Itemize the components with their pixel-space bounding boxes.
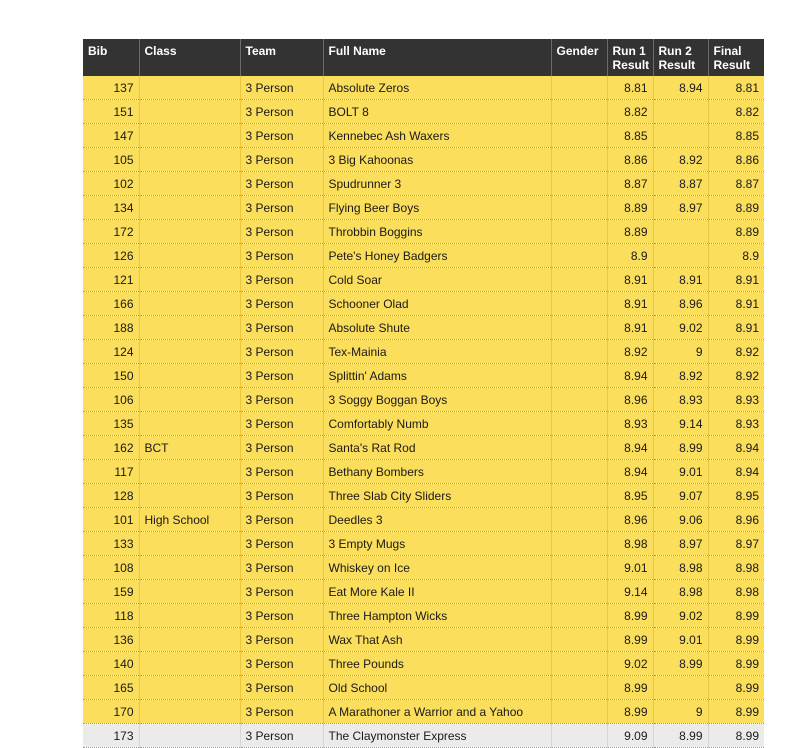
run2-cell: 9.01 [653, 460, 708, 484]
table-row [83, 724, 764, 748]
class-cell [139, 220, 240, 244]
full-name-cell: 3 Big Kahoonas [323, 148, 551, 172]
gender-cell [551, 388, 607, 412]
gender-cell [551, 604, 607, 628]
run1-cell: 8.96 [607, 508, 653, 532]
full-name-cell: Comfortably Numb [323, 412, 551, 436]
team-cell: 3 Person [240, 724, 323, 748]
gender-cell [551, 100, 607, 124]
full-name-cell: Spudrunner 3 [323, 172, 551, 196]
class-cell [139, 124, 240, 148]
final-cell: 8.89 [708, 196, 764, 220]
final-cell: 8.81 [708, 76, 764, 100]
run2-cell: 8.93 [653, 388, 708, 412]
column-header-bib: Bib [83, 39, 139, 76]
run2-cell: 8.91 [653, 268, 708, 292]
bib-cell: 102 [83, 172, 139, 196]
class-cell [139, 484, 240, 508]
bib-cell: 117 [83, 460, 139, 484]
final-cell: 8.94 [708, 436, 764, 460]
run2-cell: 8.98 [653, 580, 708, 604]
run2-cell: 8.98 [653, 556, 708, 580]
bib-cell: 105 [83, 148, 139, 172]
class-cell [139, 340, 240, 364]
team-cell: 3 Person [240, 76, 323, 100]
class-cell [139, 196, 240, 220]
class-cell [139, 412, 240, 436]
class-cell: BCT [139, 436, 240, 460]
column-header-class: Class [139, 39, 240, 76]
run2-cell: 9 [653, 700, 708, 724]
column-header-full-name: Full Name [323, 39, 551, 76]
team-cell: 3 Person [240, 628, 323, 652]
gender-cell [551, 292, 607, 316]
full-name-cell: BOLT 8 [323, 100, 551, 124]
bib-cell: 136 [83, 628, 139, 652]
table-row [83, 532, 764, 556]
full-name-cell: Eat More Kale II [323, 580, 551, 604]
table-row [83, 652, 764, 676]
gender-cell [551, 196, 607, 220]
bib-cell: 173 [83, 724, 139, 748]
table-row [83, 412, 764, 436]
final-cell: 8.93 [708, 412, 764, 436]
team-cell: 3 Person [240, 100, 323, 124]
full-name-cell: The Claymonster Express [323, 724, 551, 748]
gender-cell [551, 652, 607, 676]
run2-cell [653, 100, 708, 124]
table-row [83, 244, 764, 268]
table-row [83, 268, 764, 292]
column-header-final: Final Result [708, 39, 764, 76]
table-header [83, 39, 764, 76]
final-cell: 8.94 [708, 460, 764, 484]
final-cell: 8.9 [708, 244, 764, 268]
gender-cell [551, 220, 607, 244]
run1-cell: 8.93 [607, 412, 653, 436]
team-cell: 3 Person [240, 148, 323, 172]
final-cell: 8.85 [708, 124, 764, 148]
run1-cell: 9.02 [607, 652, 653, 676]
class-cell [139, 700, 240, 724]
class-cell [139, 316, 240, 340]
run2-cell [653, 124, 708, 148]
run1-cell: 8.85 [607, 124, 653, 148]
final-cell: 8.98 [708, 580, 764, 604]
class-cell [139, 100, 240, 124]
run2-cell: 9.02 [653, 604, 708, 628]
column-header-run2: Run 2 Result [653, 39, 708, 76]
run1-cell: 8.89 [607, 196, 653, 220]
final-cell: 8.99 [708, 652, 764, 676]
table-row [83, 604, 764, 628]
run2-cell: 8.97 [653, 532, 708, 556]
bib-cell: 134 [83, 196, 139, 220]
table-row [83, 148, 764, 172]
table-row [83, 124, 764, 148]
team-cell: 3 Person [240, 604, 323, 628]
run1-cell: 9.09 [607, 724, 653, 748]
run1-cell: 8.81 [607, 76, 653, 100]
full-name-cell: Santa's Rat Rod [323, 436, 551, 460]
run2-cell: 9.06 [653, 508, 708, 532]
run1-cell: 8.99 [607, 700, 653, 724]
full-name-cell: 3 Soggy Boggan Boys [323, 388, 551, 412]
class-cell [139, 460, 240, 484]
final-cell: 8.96 [708, 508, 764, 532]
run2-cell: 9.14 [653, 412, 708, 436]
full-name-cell: Cold Soar [323, 268, 551, 292]
class-cell [139, 556, 240, 580]
run1-cell: 8.99 [607, 604, 653, 628]
team-cell: 3 Person [240, 220, 323, 244]
full-name-cell: Absolute Zeros [323, 76, 551, 100]
class-cell [139, 268, 240, 292]
run1-cell: 8.82 [607, 100, 653, 124]
gender-cell [551, 508, 607, 532]
final-cell: 8.82 [708, 100, 764, 124]
gender-cell [551, 724, 607, 748]
table-body [83, 76, 764, 748]
bib-cell: 159 [83, 580, 139, 604]
full-name-cell: Deedles 3 [323, 508, 551, 532]
run1-cell: 8.94 [607, 364, 653, 388]
full-name-cell: 3 Empty Mugs [323, 532, 551, 556]
bib-cell: 108 [83, 556, 139, 580]
run1-cell: 8.94 [607, 436, 653, 460]
team-cell: 3 Person [240, 556, 323, 580]
column-header-gender: Gender [551, 39, 607, 76]
bib-cell: 165 [83, 676, 139, 700]
team-cell: 3 Person [240, 412, 323, 436]
class-cell [139, 628, 240, 652]
final-cell: 8.91 [708, 292, 764, 316]
run1-cell: 8.94 [607, 460, 653, 484]
class-cell [139, 652, 240, 676]
bib-cell: 151 [83, 100, 139, 124]
final-cell: 8.93 [708, 388, 764, 412]
final-cell: 8.99 [708, 724, 764, 748]
table-row [83, 388, 764, 412]
final-cell: 8.95 [708, 484, 764, 508]
final-cell: 8.97 [708, 532, 764, 556]
run2-cell: 8.96 [653, 292, 708, 316]
team-cell: 3 Person [240, 340, 323, 364]
run1-cell: 8.95 [607, 484, 653, 508]
final-cell: 8.99 [708, 676, 764, 700]
full-name-cell: Splittin' Adams [323, 364, 551, 388]
team-cell: 3 Person [240, 124, 323, 148]
bib-cell: 137 [83, 76, 139, 100]
full-name-cell: Three Hampton Wicks [323, 604, 551, 628]
run2-cell: 9.01 [653, 628, 708, 652]
class-cell [139, 388, 240, 412]
run1-cell: 9.14 [607, 580, 653, 604]
bib-cell: 150 [83, 364, 139, 388]
run1-cell: 9.01 [607, 556, 653, 580]
run1-cell: 8.92 [607, 340, 653, 364]
gender-cell [551, 676, 607, 700]
table-row [83, 700, 764, 724]
run1-cell: 8.86 [607, 148, 653, 172]
class-cell [139, 172, 240, 196]
team-cell: 3 Person [240, 580, 323, 604]
gender-cell [551, 556, 607, 580]
class-cell [139, 148, 240, 172]
run1-cell: 8.9 [607, 244, 653, 268]
table-row [83, 364, 764, 388]
full-name-cell: Schooner Olad [323, 292, 551, 316]
class-cell [139, 364, 240, 388]
gender-cell [551, 124, 607, 148]
bib-cell: 170 [83, 700, 139, 724]
team-cell: 3 Person [240, 532, 323, 556]
gender-cell [551, 700, 607, 724]
run2-cell: 9 [653, 340, 708, 364]
bib-cell: 118 [83, 604, 139, 628]
team-cell: 3 Person [240, 676, 323, 700]
bib-cell: 135 [83, 412, 139, 436]
bib-cell: 172 [83, 220, 139, 244]
run2-cell: 9.07 [653, 484, 708, 508]
full-name-cell: Flying Beer Boys [323, 196, 551, 220]
gender-cell [551, 628, 607, 652]
class-cell [139, 580, 240, 604]
run2-cell: 9.02 [653, 316, 708, 340]
team-cell: 3 Person [240, 652, 323, 676]
gender-cell [551, 148, 607, 172]
bib-cell: 121 [83, 268, 139, 292]
full-name-cell: Old School [323, 676, 551, 700]
run2-cell: 8.94 [653, 76, 708, 100]
final-cell: 8.98 [708, 556, 764, 580]
results-table-container [83, 39, 764, 748]
run2-cell: 8.92 [653, 364, 708, 388]
gender-cell [551, 172, 607, 196]
table-row [83, 628, 764, 652]
team-cell: 3 Person [240, 388, 323, 412]
gender-cell [551, 532, 607, 556]
full-name-cell: Wax That Ash [323, 628, 551, 652]
team-cell: 3 Person [240, 244, 323, 268]
bib-cell: 101 [83, 508, 139, 532]
full-name-cell: Pete's Honey Badgers [323, 244, 551, 268]
bib-cell: 147 [83, 124, 139, 148]
gender-cell [551, 460, 607, 484]
full-name-cell: Three Slab City Sliders [323, 484, 551, 508]
class-cell [139, 76, 240, 100]
team-cell: 3 Person [240, 292, 323, 316]
final-cell: 8.91 [708, 268, 764, 292]
table-row [83, 172, 764, 196]
bib-cell: 126 [83, 244, 139, 268]
bib-cell: 162 [83, 436, 139, 460]
run1-cell: 8.98 [607, 532, 653, 556]
full-name-cell: Tex-Mainia [323, 340, 551, 364]
final-cell: 8.86 [708, 148, 764, 172]
table-row [83, 484, 764, 508]
run2-cell: 8.87 [653, 172, 708, 196]
final-cell: 8.87 [708, 172, 764, 196]
gender-cell [551, 76, 607, 100]
team-cell: 3 Person [240, 268, 323, 292]
bib-cell: 124 [83, 340, 139, 364]
run2-cell [653, 676, 708, 700]
run1-cell: 8.91 [607, 268, 653, 292]
gender-cell [551, 436, 607, 460]
bib-cell: 166 [83, 292, 139, 316]
final-cell: 8.92 [708, 340, 764, 364]
full-name-cell: Throbbin Boggins [323, 220, 551, 244]
class-cell: High School [139, 508, 240, 532]
table-row [83, 508, 764, 532]
team-cell: 3 Person [240, 700, 323, 724]
table-row [83, 220, 764, 244]
gender-cell [551, 316, 607, 340]
final-cell: 8.89 [708, 220, 764, 244]
header-row [83, 39, 764, 76]
column-header-run1: Run 1 Result [607, 39, 653, 76]
table-row [83, 340, 764, 364]
table-row [83, 460, 764, 484]
bib-cell: 188 [83, 316, 139, 340]
table-row [83, 436, 764, 460]
run1-cell: 8.91 [607, 316, 653, 340]
full-name-cell: Bethany Bombers [323, 460, 551, 484]
table-row [83, 316, 764, 340]
table-row [83, 100, 764, 124]
final-cell: 8.99 [708, 700, 764, 724]
table-row [83, 76, 764, 100]
class-cell [139, 604, 240, 628]
final-cell: 8.92 [708, 364, 764, 388]
final-cell: 8.99 [708, 604, 764, 628]
run1-cell: 8.89 [607, 220, 653, 244]
team-cell: 3 Person [240, 508, 323, 532]
results-table [83, 39, 764, 748]
gender-cell [551, 580, 607, 604]
full-name-cell: Absolute Shute [323, 316, 551, 340]
run2-cell [653, 220, 708, 244]
full-name-cell: A Marathoner a Warrior and a Yahoo [323, 700, 551, 724]
full-name-cell: Three Pounds [323, 652, 551, 676]
gender-cell [551, 484, 607, 508]
run2-cell: 8.92 [653, 148, 708, 172]
run2-cell: 8.99 [653, 724, 708, 748]
gender-cell [551, 412, 607, 436]
final-cell: 8.91 [708, 316, 764, 340]
run1-cell: 8.99 [607, 676, 653, 700]
table-row [83, 580, 764, 604]
run1-cell: 8.87 [607, 172, 653, 196]
class-cell [139, 244, 240, 268]
team-cell: 3 Person [240, 436, 323, 460]
run1-cell: 8.99 [607, 628, 653, 652]
bib-cell: 128 [83, 484, 139, 508]
run1-cell: 8.91 [607, 292, 653, 316]
column-header-team: Team [240, 39, 323, 76]
team-cell: 3 Person [240, 316, 323, 340]
run2-cell: 8.99 [653, 652, 708, 676]
gender-cell [551, 268, 607, 292]
class-cell [139, 676, 240, 700]
team-cell: 3 Person [240, 172, 323, 196]
table-row [83, 292, 764, 316]
bib-cell: 133 [83, 532, 139, 556]
run1-cell: 8.96 [607, 388, 653, 412]
bib-cell: 106 [83, 388, 139, 412]
gender-cell [551, 340, 607, 364]
class-cell [139, 724, 240, 748]
table-row [83, 556, 764, 580]
table-row [83, 676, 764, 700]
full-name-cell: Whiskey on Ice [323, 556, 551, 580]
team-cell: 3 Person [240, 196, 323, 220]
team-cell: 3 Person [240, 460, 323, 484]
full-name-cell: Kennebec Ash Waxers [323, 124, 551, 148]
run2-cell [653, 244, 708, 268]
class-cell [139, 292, 240, 316]
class-cell [139, 532, 240, 556]
gender-cell [551, 244, 607, 268]
team-cell: 3 Person [240, 484, 323, 508]
run2-cell: 8.97 [653, 196, 708, 220]
gender-cell [551, 364, 607, 388]
table-row [83, 196, 764, 220]
final-cell: 8.99 [708, 628, 764, 652]
team-cell: 3 Person [240, 364, 323, 388]
bib-cell: 140 [83, 652, 139, 676]
run2-cell: 8.99 [653, 436, 708, 460]
